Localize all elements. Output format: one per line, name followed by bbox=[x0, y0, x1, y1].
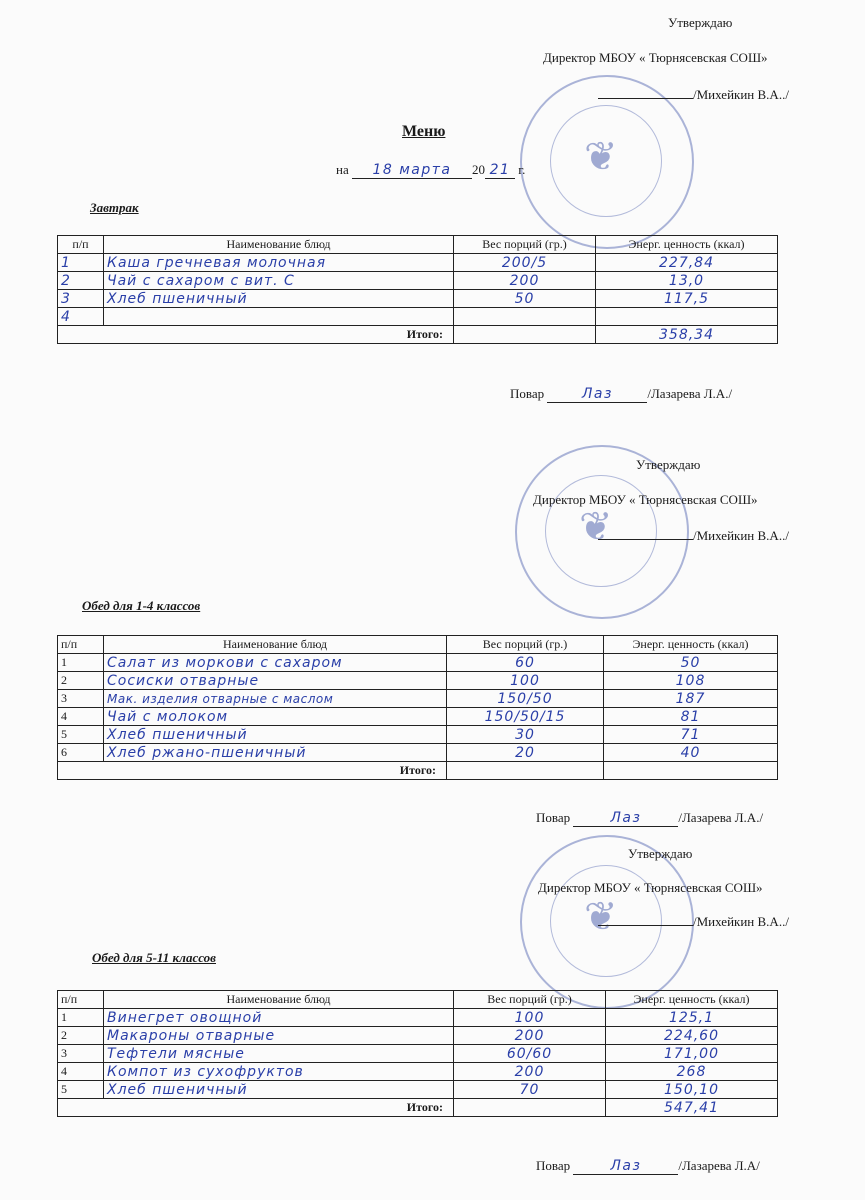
director-label: Директор МБОУ « Тюрнясевская СОШ» bbox=[538, 880, 763, 895]
signature-line bbox=[598, 913, 693, 926]
col-name-header: Наименование блюд bbox=[104, 236, 454, 254]
eagle-emblem-icon: ❦ bbox=[579, 504, 613, 549]
total-energy: 358,34 bbox=[596, 326, 778, 344]
director-signature-line bbox=[598, 913, 789, 930]
row-dish: Хлеб ржано-пшеничный bbox=[104, 744, 447, 762]
lunch-5-11-table bbox=[57, 990, 778, 1117]
col-weight-header: Вес порций (гр.) bbox=[447, 636, 604, 654]
table-header-row bbox=[58, 636, 778, 654]
director-signature-line bbox=[598, 86, 789, 103]
date-line bbox=[336, 162, 525, 179]
row-num: 2 bbox=[58, 1027, 104, 1045]
director-signature-line bbox=[598, 527, 789, 544]
director-name: /Михейкин В.А../ bbox=[693, 87, 789, 102]
row-num: 1 bbox=[58, 654, 104, 672]
row-energy: 81 bbox=[604, 708, 778, 726]
row-energy: 227,84 bbox=[596, 254, 778, 272]
row-weight: 60/60 bbox=[454, 1045, 606, 1063]
row-num: 3 bbox=[58, 690, 104, 708]
approve-label: Утверждаю bbox=[628, 846, 693, 861]
row-energy: 171,00 bbox=[606, 1045, 778, 1063]
row-energy: 50 bbox=[604, 654, 778, 672]
table-header-row bbox=[58, 236, 778, 254]
row-weight: 20 bbox=[447, 744, 604, 762]
director-name: /Михейкин В.А../ bbox=[693, 914, 789, 929]
row-energy: 268 bbox=[606, 1063, 778, 1081]
total-row bbox=[58, 326, 778, 344]
date-value: 18 марта bbox=[352, 162, 472, 179]
row-weight: 200/5 bbox=[454, 254, 596, 272]
row-weight: 150/50/15 bbox=[447, 708, 604, 726]
row-weight: 200 bbox=[454, 272, 596, 290]
director-label: Директор МБОУ « Тюрнясевская СОШ» bbox=[533, 492, 758, 507]
row-dish: Чай с молоком bbox=[104, 708, 447, 726]
table-row bbox=[58, 1027, 778, 1045]
row-dish: Компот из сухофруктов bbox=[104, 1063, 454, 1081]
row-dish: Винегрет овощной bbox=[104, 1009, 454, 1027]
year-value: 21 bbox=[485, 162, 515, 179]
row-dish: Каша гречневая молочная bbox=[104, 254, 454, 272]
row-dish: Сосиски отварные bbox=[104, 672, 447, 690]
cook-signature-line bbox=[510, 386, 732, 403]
year-suffix: г. bbox=[518, 162, 526, 177]
row-dish: Мак. изделия отварные с маслом bbox=[104, 690, 447, 708]
table-row bbox=[58, 1063, 778, 1081]
row-weight: 200 bbox=[454, 1027, 606, 1045]
row-weight: 200 bbox=[454, 1063, 606, 1081]
table-row bbox=[58, 290, 778, 308]
row-energy: 108 bbox=[604, 672, 778, 690]
col-energy-header: Энерг. ценность (ккал) bbox=[606, 991, 778, 1009]
table-row bbox=[58, 1081, 778, 1099]
row-energy: 13,0 bbox=[596, 272, 778, 290]
cook-name: /Лазарева Л.А./ bbox=[647, 386, 733, 401]
row-weight: 60 bbox=[447, 654, 604, 672]
breakfast-section-title: Завтрак bbox=[90, 200, 139, 215]
row-weight bbox=[454, 308, 596, 326]
row-num: 3 bbox=[58, 290, 104, 308]
row-num: 2 bbox=[58, 272, 104, 290]
row-energy bbox=[596, 308, 778, 326]
table-row bbox=[58, 708, 778, 726]
table-row bbox=[58, 654, 778, 672]
row-weight: 50 bbox=[454, 290, 596, 308]
total-energy bbox=[604, 762, 778, 780]
col-num-header: п/п bbox=[58, 991, 104, 1009]
row-num: 2 bbox=[58, 672, 104, 690]
row-dish: Салат из моркови с сахаром bbox=[104, 654, 447, 672]
table-header-row bbox=[58, 991, 778, 1009]
cook-name: /Лазарева Л.А/ bbox=[678, 1158, 760, 1173]
col-weight-header: Вес порций (гр.) bbox=[454, 991, 606, 1009]
row-num: 6 bbox=[58, 744, 104, 762]
eagle-emblem-icon: ❦ bbox=[584, 894, 618, 939]
approve-label: Утверждаю bbox=[636, 457, 701, 472]
cook-label: Повар bbox=[536, 1158, 571, 1173]
table-row bbox=[58, 744, 778, 762]
col-num-header: п/п bbox=[58, 236, 104, 254]
row-energy: 125,1 bbox=[606, 1009, 778, 1027]
col-energy-header: Энерг. ценность (ккал) bbox=[596, 236, 778, 254]
row-weight: 100 bbox=[447, 672, 604, 690]
row-dish: Хлеб пшеничный bbox=[104, 726, 447, 744]
row-weight: 70 bbox=[454, 1081, 606, 1099]
table-row bbox=[58, 690, 778, 708]
col-weight-header: Вес порций (гр.) bbox=[454, 236, 596, 254]
row-num: 1 bbox=[58, 254, 104, 272]
row-weight: 100 bbox=[454, 1009, 606, 1027]
page-title: Меню bbox=[402, 123, 446, 140]
lunch-1-4-table bbox=[57, 635, 778, 780]
row-dish: Хлеб пшеничный bbox=[104, 1081, 454, 1099]
row-energy: 71 bbox=[604, 726, 778, 744]
signature-line bbox=[598, 86, 693, 99]
row-num: 4 bbox=[58, 708, 104, 726]
total-weight bbox=[454, 326, 596, 344]
row-dish: Тефтели мясные bbox=[104, 1045, 454, 1063]
breakfast-table bbox=[57, 235, 778, 344]
row-energy: 224,60 bbox=[606, 1027, 778, 1045]
row-dish: Чай с сахаром с вит. С bbox=[104, 272, 454, 290]
lunch-1-4-section-title: Обед для 1-4 классов bbox=[82, 598, 201, 613]
total-energy: 547,41 bbox=[606, 1099, 778, 1117]
row-dish: Макароны отварные bbox=[104, 1027, 454, 1045]
row-dish bbox=[104, 308, 454, 326]
year-prefix: 20 bbox=[471, 162, 485, 177]
total-row bbox=[58, 1099, 778, 1117]
table-row bbox=[58, 1045, 778, 1063]
row-num: 5 bbox=[58, 1081, 104, 1099]
lunch-5-11-section-title: Обед для 5-11 классов bbox=[92, 950, 216, 965]
eagle-emblem-icon: ❦ bbox=[584, 134, 618, 179]
total-label: Итого: bbox=[58, 762, 447, 780]
row-num: 3 bbox=[58, 1045, 104, 1063]
table-row bbox=[58, 272, 778, 290]
col-name-header: Наименование блюд bbox=[104, 636, 447, 654]
row-weight: 150/50 bbox=[447, 690, 604, 708]
row-energy: 150,10 bbox=[606, 1081, 778, 1099]
total-weight bbox=[447, 762, 604, 780]
cook-name: /Лазарева Л.А./ bbox=[678, 810, 764, 825]
cook-signature: Лаз bbox=[547, 386, 647, 403]
cook-signature-line bbox=[536, 810, 763, 827]
row-num: 4 bbox=[58, 308, 104, 326]
row-weight: 30 bbox=[447, 726, 604, 744]
director-name: /Михейкин В.А../ bbox=[693, 528, 789, 543]
total-weight bbox=[454, 1099, 606, 1117]
row-energy: 187 bbox=[604, 690, 778, 708]
approve-label: Утверждаю bbox=[668, 15, 733, 30]
cook-label: Повар bbox=[536, 810, 571, 825]
row-num: 1 bbox=[58, 1009, 104, 1027]
row-num: 5 bbox=[58, 726, 104, 744]
signature-line bbox=[598, 527, 693, 540]
row-dish: Хлеб пшеничный bbox=[104, 290, 454, 308]
director-label: Директор МБОУ « Тюрнясевская СОШ» bbox=[543, 50, 768, 65]
table-row bbox=[58, 254, 778, 272]
total-row bbox=[58, 762, 778, 780]
date-prefix: на bbox=[336, 162, 349, 177]
cook-label: Повар bbox=[510, 386, 545, 401]
table-row bbox=[58, 308, 778, 326]
col-name-header: Наименование блюд bbox=[104, 991, 454, 1009]
col-num-header: п/п bbox=[58, 636, 104, 654]
row-energy: 117,5 bbox=[596, 290, 778, 308]
table-row bbox=[58, 1009, 778, 1027]
table-row bbox=[58, 726, 778, 744]
row-energy: 40 bbox=[604, 744, 778, 762]
cook-signature-line bbox=[536, 1158, 760, 1175]
total-label: Итого: bbox=[58, 1099, 454, 1117]
total-label: Итого: bbox=[58, 326, 454, 344]
table-row bbox=[58, 672, 778, 690]
col-energy-header: Энерг. ценность (ккал) bbox=[604, 636, 778, 654]
cook-signature: Лаз bbox=[573, 1158, 678, 1175]
cook-signature: Лаз bbox=[573, 810, 678, 827]
row-num: 4 bbox=[58, 1063, 104, 1081]
